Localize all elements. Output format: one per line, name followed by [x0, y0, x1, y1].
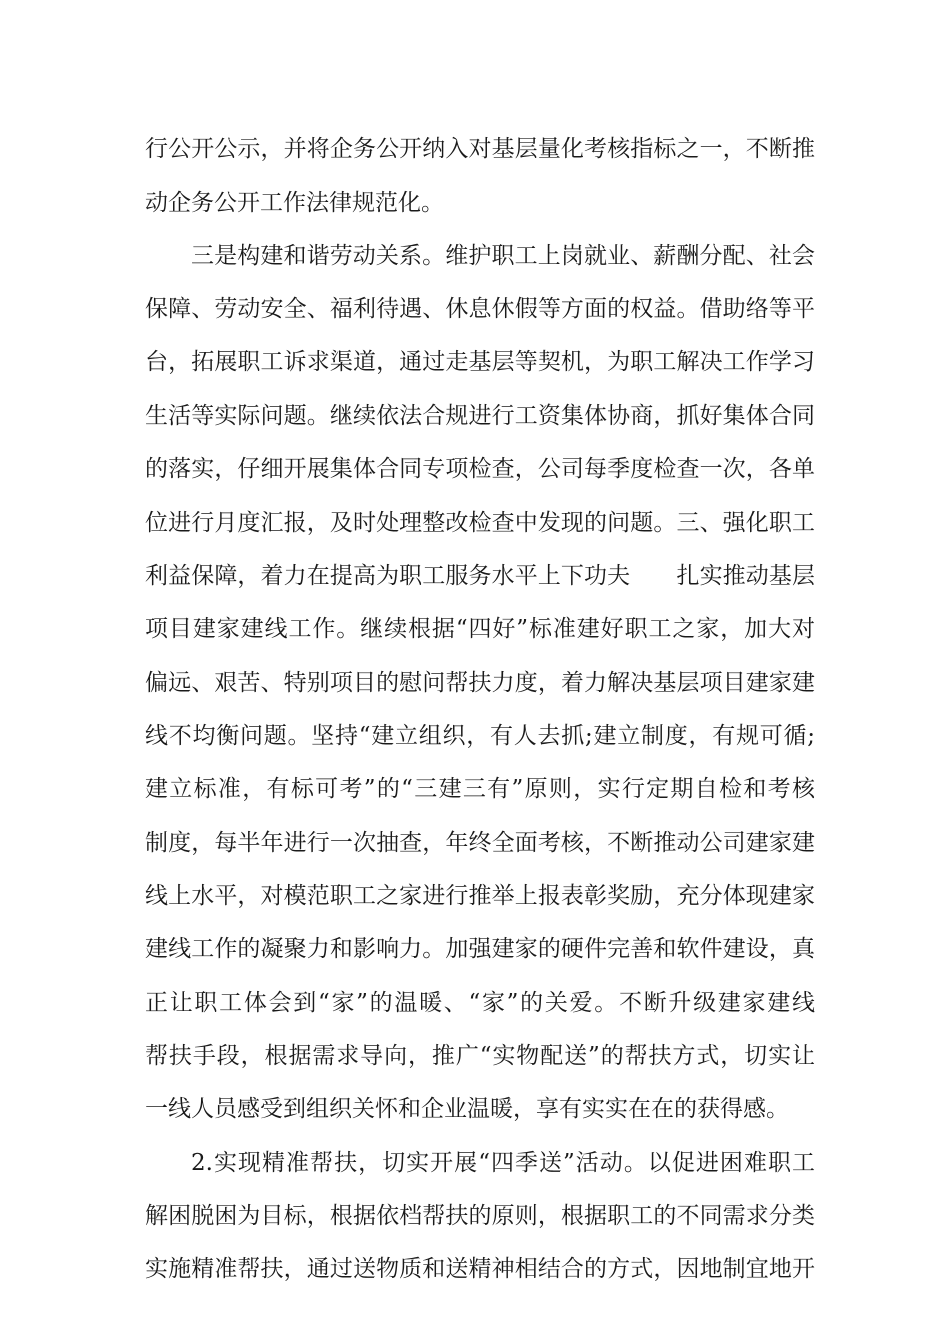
text-line: 台，拓展职工诉求渠道，通过走基层等契机，为职工解决工作学习 — [145, 349, 815, 375]
text-line: 的落实，仔细开展集体合同专项检查，公司每季度检查一次，各单 — [145, 456, 815, 482]
text-line: 线不均衡问题。坚持“建立组织，有人去抓;建立制度，有规可循; — [145, 723, 815, 749]
text-line: 项目建家建线工作。继续根据“四好”标准建好职工之家，加大对 — [145, 616, 815, 642]
text-line: 生活等实际问题。继续依法合规进行工资集体协商，抓好集体合同 — [145, 403, 815, 429]
text-line: 实施精准帮扶，通过送物质和送精神相结合的方式，因地制宜地开 — [145, 1256, 815, 1282]
text-line: 制度，每半年进行一次抽查，年终全面考核，不断推动公司建家建 — [145, 830, 815, 856]
text-line: 利益保障，着力在提高为职工服务水平上下功夫 扎实推动基层 — [145, 563, 815, 589]
text-line: 帮扶手段，根据需求导向，推广“实物配送”的帮扶方式，切实让 — [145, 1043, 815, 1069]
text-line: 正让职工体会到“家”的温暖、“家”的关爱。不断升级建家建线 — [145, 990, 815, 1016]
text-line: 建线工作的凝聚力和影响力。加强建家的硬件完善和软件建设，真 — [145, 936, 815, 962]
text-line: 动企务公开工作法律规范化。 — [145, 190, 444, 216]
text-line: 保障、劳动安全、福利待遇、休息休假等方面的权益。借助络等平 — [145, 296, 815, 322]
text-line: 三是构建和谐劳动关系。维护职工上岗就业、薪酬分配、社会 — [191, 243, 815, 269]
text-line: 2.实现精准帮扶，切实开展“四季送”活动。以促进困难职工 — [191, 1150, 815, 1176]
text-line: 一线人员感受到组织关怀和企业温暖，享有实实在在的获得感。 — [145, 1096, 789, 1122]
text-line: 行公开公示，并将企务公开纳入对基层量化考核指标之一，不断推 — [145, 136, 815, 162]
text-line: 线上水平，对模范职工之家进行推举上报表彰奖励，充分体现建家 — [145, 883, 815, 909]
text-line: 解困脱困为目标，根据依档帮扶的原则，根据职工的不同需求分类 — [145, 1203, 815, 1229]
text-line: 位进行月度汇报，及时处理整改检查中发现的问题。三、强化职工 — [145, 510, 815, 536]
text-line: 偏远、艰苦、特别项目的慰问帮扶力度，着力解决基层项目建家建 — [145, 670, 815, 696]
text-line: 建立标准，有标可考”的“三建三有”原则，实行定期自检和考核 — [145, 776, 815, 802]
